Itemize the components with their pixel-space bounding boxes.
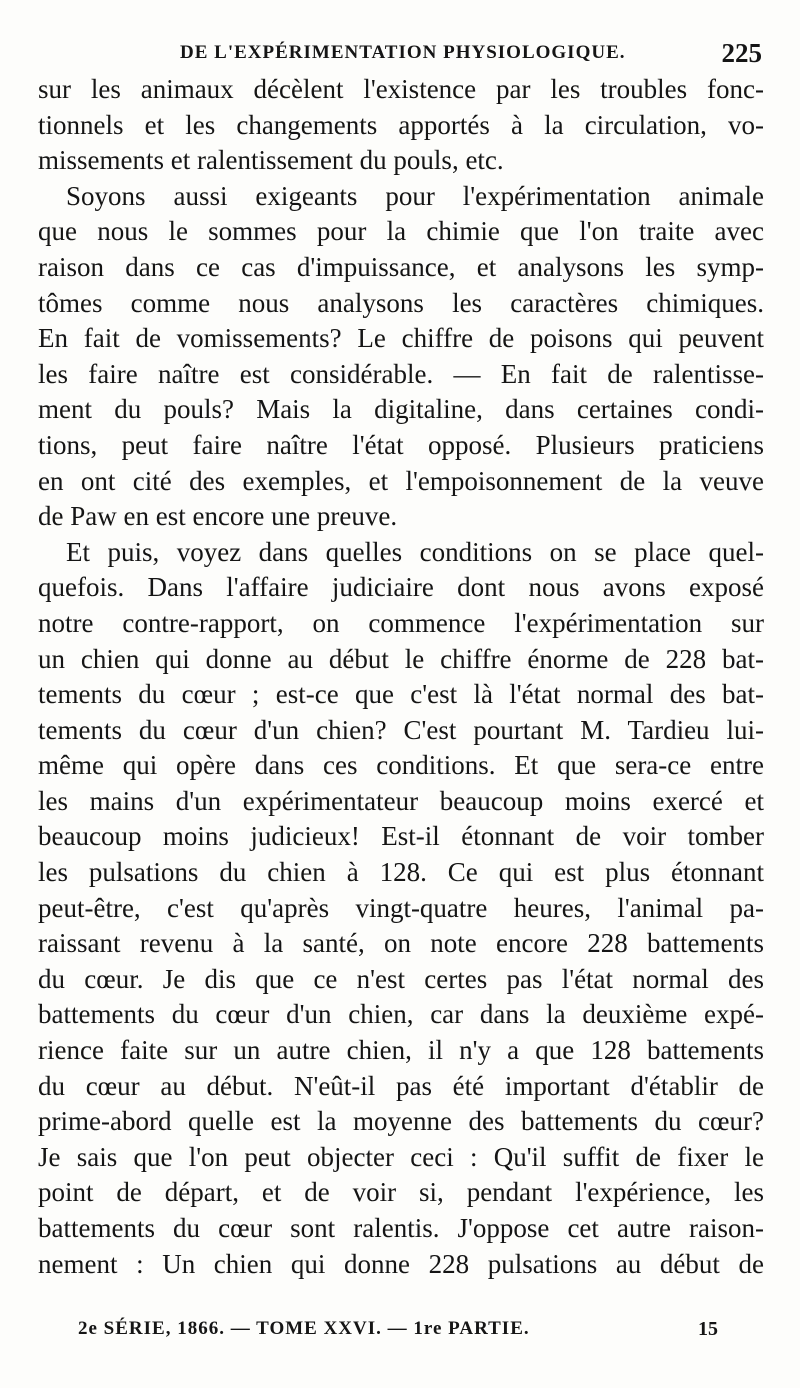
text-line: quefois. Dans l'affaire judiciaire dont nous avons exposé <box>38 572 764 603</box>
page-footer <box>78 1318 718 1348</box>
text-line: raissant revenu à la santé, on note encore 228 battements <box>38 928 764 959</box>
sheet-number: 15 <box>698 1318 718 1340</box>
running-head: DE L'EXPÉRIMENTATION PHYSIOLOGIQUE. <box>180 42 626 63</box>
text-line: En fait de vomissements? Le chiffre de poisons qui peuvent <box>38 323 764 354</box>
text-line: les pulsations du chien à 128. Ce qui est plus étonnant <box>38 857 764 888</box>
page-number: 225 <box>721 38 762 68</box>
text-line: que nous le sommes pour la chimie que l'on traite avec <box>38 216 764 247</box>
text-line: en ont cité des exemples, et l'empoisonnement de la veuve <box>38 465 764 496</box>
text-line: même qui opère dans ces conditions. Et que sera-ce entre <box>38 750 764 781</box>
text-line: battements du cœur d'un chien, car dans la deuxième expé- <box>38 999 764 1030</box>
text-line: tements du cœur ; est-ce que c'est là l'état normal des bat- <box>38 679 764 710</box>
text-line: raison dans ce cas d'impuissance, et analysons les symp- <box>38 251 764 282</box>
text-line: prime-abord quelle est la moyenne des battements du cœur? <box>38 1106 764 1137</box>
printer-signature: 2e SÉRIE, 1866. — TOME XXVI. — 1re PARTIE. <box>78 1318 530 1339</box>
text-line: tements du cœur d'un chien? C'est pourtant M. Tardieu lui- <box>38 714 764 745</box>
text-line: peut-être, c'est qu'après vingt-quatre heures, l'animal pa- <box>38 892 764 923</box>
text-line: tionnels et les changements apportés à la circulation, vo- <box>38 109 764 140</box>
text-line: Et puis, voyez dans quelles conditions on se place quel- <box>66 536 764 567</box>
text-line: de Paw en est encore une preuve. <box>38 501 398 532</box>
text-line: beaucoup moins judicieux! Est-il étonnant de voir tomber <box>38 821 764 852</box>
page-header <box>40 38 762 68</box>
text-line: les mains d'un expérimentateur beaucoup moins exercé et <box>38 785 764 816</box>
text-line: missements et ralentissement du pouls, etc. <box>38 145 504 176</box>
text-line: battements du cœur sont ralentis. J'oppose cet autre raison- <box>38 1213 764 1243</box>
text-line: rience faite sur un autre chien, il n'y a que 128 battements <box>38 1035 764 1066</box>
text-line: tions, peut faire naître l'état opposé. Plusieurs praticiens <box>38 429 764 460</box>
text-line: point de départ, et de voir si, pendant l'expérience, les <box>38 1177 764 1208</box>
text-line: du cœur au début. N'eût-il pas été important d'établir de <box>38 1070 764 1101</box>
text-line: un chien qui donne au début le chiffre énorme de 228 bat- <box>38 643 764 674</box>
body-text <box>38 72 764 1282</box>
text-line: sur les animaux décèlent l'existence par les troubles fonc- <box>38 74 764 104</box>
text-line: Soyons aussi exigeants pour l'expérimentation animale <box>66 180 764 211</box>
text-line: tômes comme nous analysons les caractères chimiques. <box>38 287 764 318</box>
text-line: Je sais que l'on peut objecter ceci : Qu'il suffit de fixer le <box>38 1141 764 1172</box>
text-line: ment du pouls? Mais la digitaline, dans certaines condi- <box>38 394 764 425</box>
text-line: du cœur. Je dis que ce n'est certes pas l'état normal des <box>38 963 764 994</box>
text-line: nement : Un chien qui donne 228 pulsations au début de <box>38 1248 764 1279</box>
text-line: notre contre-rapport, on commence l'expérimentation sur <box>38 607 764 638</box>
text-line: les faire naître est considérable. — En fait de ralentisse- <box>38 358 764 389</box>
